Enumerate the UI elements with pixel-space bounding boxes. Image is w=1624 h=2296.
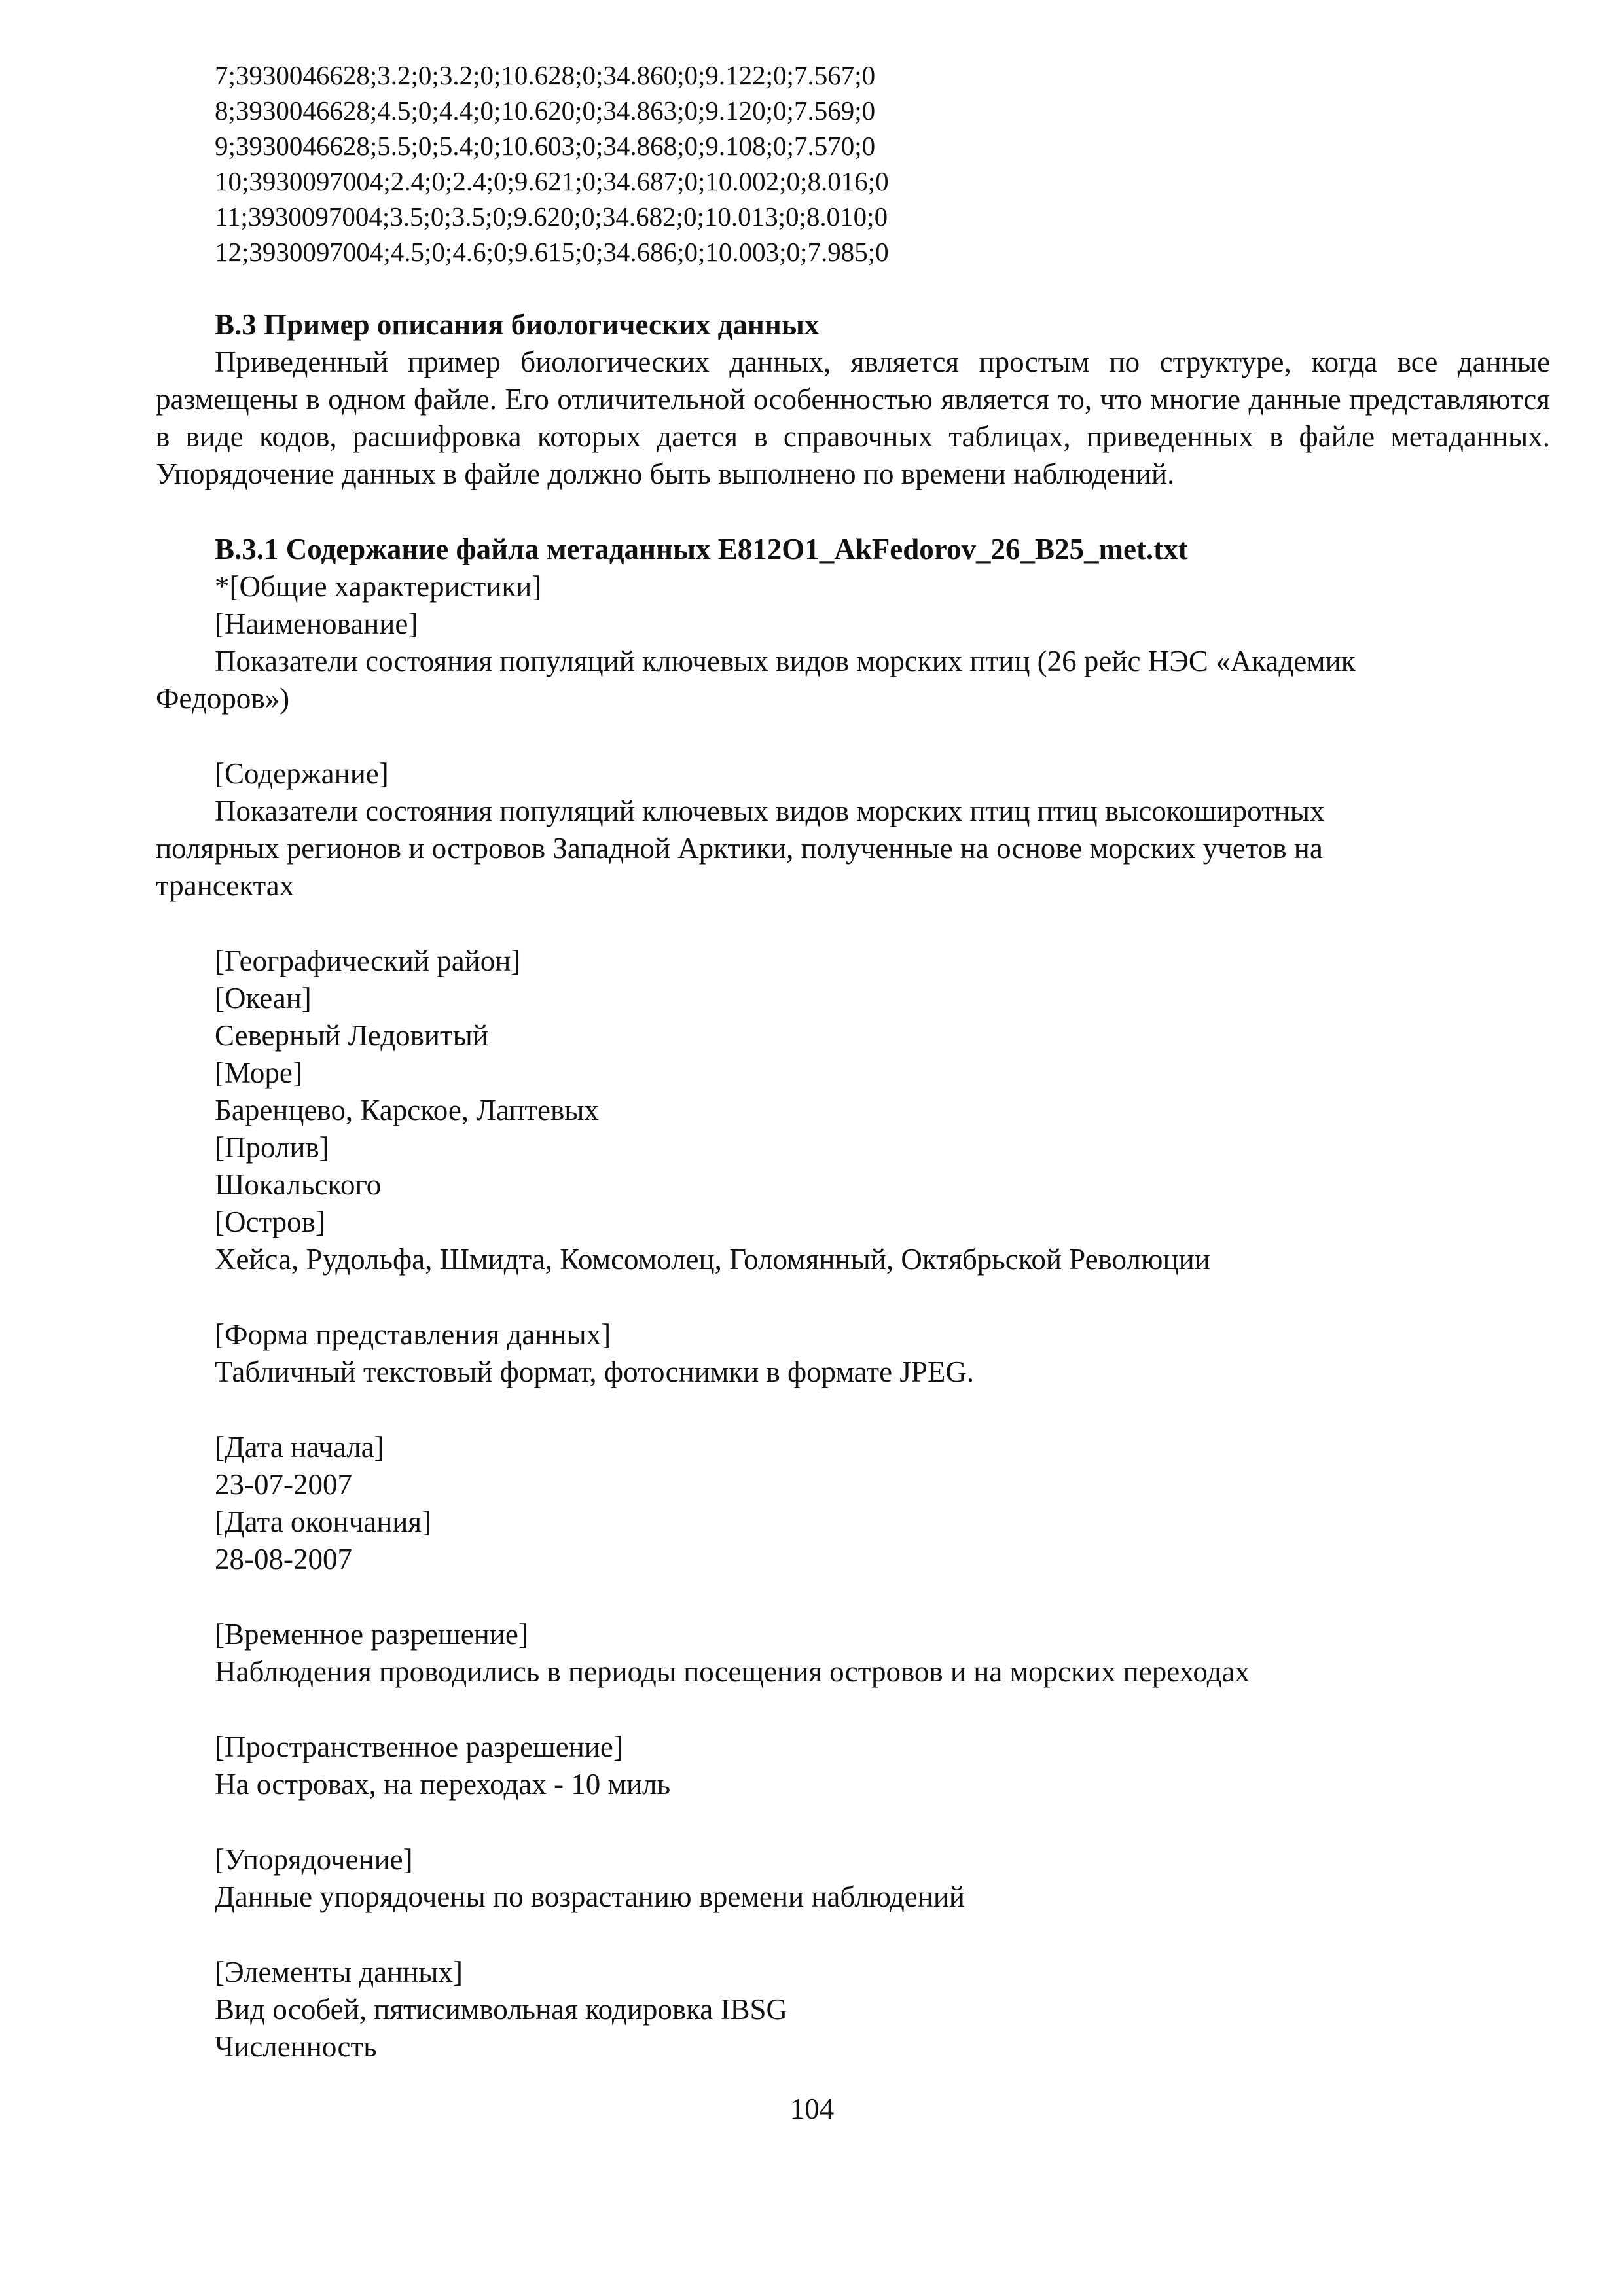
name-line: Показатели состояния популяций ключевых видов морских птиц (26 рейс НЭС «Академик [215, 645, 1356, 677]
name-line: Федоров») [156, 682, 290, 715]
strait-value: Шокальского [215, 1168, 382, 1201]
format-tag: [Форма представления данных] [215, 1318, 611, 1351]
start-date-value: 23-07-2007 [215, 1468, 352, 1501]
sea-value: Баренцево, Карское, Лаптевых [215, 1094, 599, 1126]
content-line: Показатели состояния популяций ключевых видов морских птиц птиц высокоширотных [215, 795, 1325, 827]
content-line: трансектах [156, 869, 295, 902]
format-value: Табличный текстовый формат, фотоснимки в формате JPEG. [215, 1355, 975, 1388]
order-tag: [Упорядочение] [215, 1843, 413, 1876]
name-tag: [Наименование] [215, 607, 418, 640]
data-line: 12;3930097004;4.5;0;4.6;0;9.615;0;34.686;0;10.003;0;7.985;0 [215, 237, 889, 267]
section-heading-b3: В.3 Пример описания биологических данных [215, 308, 820, 341]
ocean-tag: [Океан] [215, 982, 312, 1014]
geo-tag: [Географический район] [215, 944, 521, 977]
end-date-value: 28-08-2007 [215, 1543, 352, 1575]
data-line: 10;3930097004;2.4;0;2.4;0;9.621;0;34.687;0;10.002;0;8.016;0 [215, 166, 889, 196]
element-item: Вид особей, пятисимвольная кодировка IBSG [215, 1993, 788, 2026]
strait-tag: [Пролив] [215, 1131, 329, 1164]
data-line: 7;3930046628;3.2;0;3.2;0;10.628;0;34.860;0;9.122;0;7.567;0 [215, 60, 876, 90]
start-date-tag: [Дата начала] [215, 1431, 384, 1463]
element-item: Численность [215, 2030, 377, 2063]
content-line: полярных регионов и островов Западной Арктики, полученные на основе морских учетов на [156, 832, 1323, 865]
island-value: Хейса, Рудольфа, Шмидта, Комсомолец, Голомянный, Октябрьской Революции [215, 1243, 1210, 1276]
data-line: 11;3930097004;3.5;0;3.5;0;9.620;0;34.682;0;10.013;0;8.010;0 [215, 202, 888, 232]
ocean-value: Северный Ледовитый [215, 1019, 488, 1052]
temporal-value: Наблюдения проводились в периоды посещения островов и на морских переходах [215, 1655, 1250, 1688]
spatial-value: На островах, на переходах - 10 миль [215, 1768, 671, 1801]
temporal-tag: [Временное разрешение] [215, 1618, 528, 1651]
content-tag: [Содержание] [215, 757, 389, 790]
data-line: 9;3930046628;5.5;0;5.4;0;10.603;0;34.868;0;9.108;0;7.570;0 [215, 131, 876, 161]
data-block [156, 58, 1550, 270]
section-b3-paragraph: Приведенный пример биологических данных, является простым по структуре, когда все данные размещены в одном файле. Его отличительной особенностью является то, что многие данные представляются в виде кодов, расшифровка которых дается в справочных таблицах, приведенных в файле метаданных. Упорядочение данных в файле должно быть выполнено по времени наблюдений. [156, 346, 1550, 490]
page-content [156, 58, 1550, 2066]
page-number: 104 [789, 2092, 835, 2125]
island-tag: [Остров] [215, 1206, 325, 1238]
elements-tag: [Элементы данных] [215, 1956, 463, 1988]
general-tag: *[Общие характеристики] [215, 570, 542, 603]
spatial-tag: [Пространственное разрешение] [215, 1731, 623, 1763]
data-line: 8;3930046628;4.5;0;4.4;0;10.620;0;34.863;0;9.120;0;7.569;0 [215, 96, 876, 126]
order-value: Данные упорядочены по возрастанию времени наблюдений [215, 1880, 965, 1913]
end-date-tag: [Дата окончания] [215, 1505, 432, 1538]
section-heading-b31: В.3.1 Содержание файла метаданных E812O1_AkFedorov_26_B25_met.txt [215, 533, 1188, 565]
sea-tag: [Море] [215, 1056, 302, 1089]
